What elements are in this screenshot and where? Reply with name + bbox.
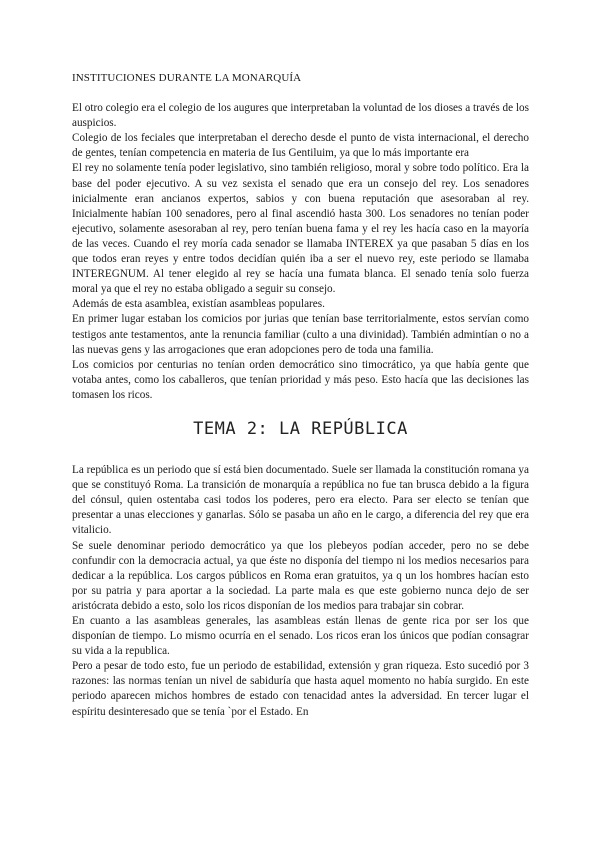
document-heading: INSTITUCIONES DURANTE LA MONARQUÍA (72, 72, 302, 84)
paragraph-comicios-jurias: En primer lugar estaban los comicios por jurias que tenían base territorialmente, estos servían como testigos ante testamentos, ante la renuncia familiar (culto a una divinidad). También admintían o no a las nuevas gens y las arrogaciones que eran adopciones pero de toda una familia. (72, 313, 529, 356)
paragraph-feciales: Colegio de los feciales que interpretaban el derecho desde el punto de vista internacional, el derecho de gentes, tenían competencia en materia de Ius Gentiluim, ya que lo más importante era (72, 132, 529, 160)
paragraph-periodo-democratico: Se suele denominar periodo democrático ya que los plebeyos podían acceder, pero no se debe confundir con la democracia actual, ya que éste no disponía del tiempo ni los medios necesarios para dedicar a la república. Los cargos públicos en Roma eran gratuitos, ya q un los hombres hacían esto por su patria y para aportar a la sociedad. La parte mala es que este gobierno nunca dejo de ser aristócrata debido a esto, solo los ricos disponían de los medios para trabajar sin cobrar. (72, 539, 529, 612)
document-body (72, 71, 529, 720)
paragraph-asambleas: Además de esta asamblea, existían asambleas populares. (72, 298, 325, 311)
paragraph-estabilidad: Pero a pesar de todo esto, fue un periodo de estabilidad, extensión y gran riqueza. Esto sucedió por 3 razones: las normas tenían un nivel de sabiduría que hasta aquel momento no había surgido. En este periodo aparecen michos hombres de estado con tenacidad antes la adversidad. En tercer lugar el espíritu desinteresado que se tenía `por el Estado. En (72, 660, 529, 718)
section-title-tema-2: TEMA 2: LA REPÚBLICA (193, 418, 408, 439)
paragraph-asambleas-generales: En cuanto a las asambleas generales, las asambleas están llenas de gente rica por ser los que disponían de tiempo. Lo mismo ocurría en el senado. Los ricos eran los únicos que podían consagrar su vida a la republica. (72, 615, 529, 658)
paragraph-rey-senado: El rey no solamente tenía poder legislativo, sino también religioso, moral y sobre todo político. Era la base del poder ejecutivo. A su vez sexista el senado que era un consejo del rey. Los senadores inicialmente eran ancianos expertos, sabios y con buena reputación que asesoraban al rey. Inicialmente habían 100 senadores, pero al final ascendió hasta 300. Los senadores no tenían poder ejecutivo, solamente asesoraban al rey, pero tenían buena fama y el rey les hacía caso en la mayoría de las veces. Cuando el rey moría cada senador se llamaba INTEREX ya que pasaban 5 días en los que todos eran reyes y entre todos decidían quién iba a ser el nuevo rey, este periodo se llamaba INTEREGNUM. Al tener elegido al rey se hacía una fumata blanca. El senado tenía solo fuerza moral ya que el rey no estaba obligado a seguir su consejo. (72, 162, 529, 296)
paragraph-comicios-centurias: Los comicios por centurias no tenían orden democrático sino timocrático, ya que había gente que votaba antes, como los caballeros, que tenían prioridad y más peso. Esto hacía que las decisiones las tomasen los ricos. (72, 358, 529, 401)
paragraph-augures: El otro colegio era el colegio de los augures que interpretaban la voluntad de los dioses a través de los auspicios. (72, 102, 529, 130)
paragraph-republica-intro: La república es un periodo que sí está bien documentado. Suele ser llamada la constitución romana ya que se constituyó Roma. La transición de monarquía a república no fue tan brusca debido a la figura del cónsul, quien ostentaba casi todos los poderes, pero era electo. Para ser electo se tenían que presentar a unas elecciones y ganarlas. Sólo se pasaba un año en le cargo, a diferencia del rey que era vitalicio. (72, 464, 529, 537)
